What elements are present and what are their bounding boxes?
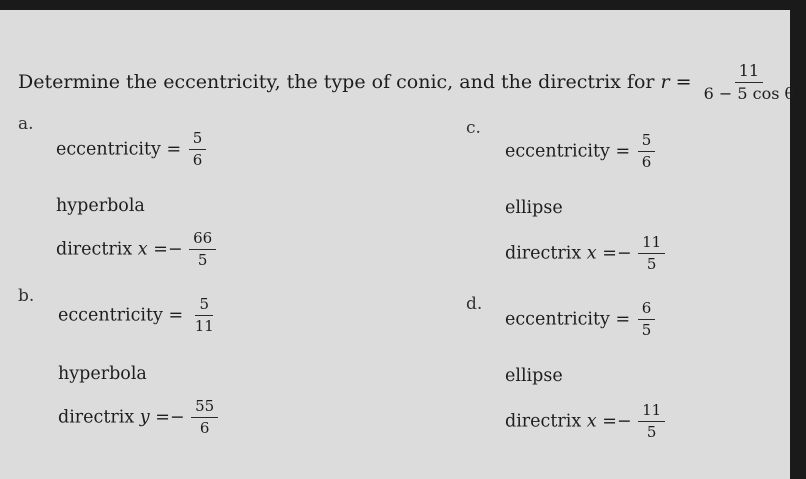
option-c-letter[interactable]: c. (466, 118, 481, 138)
directrix-numerator: 66 (189, 230, 216, 250)
eccentricity-fraction (189, 130, 207, 170)
directrix-label: directrix (58, 407, 135, 428)
option-b-directrix (58, 398, 220, 438)
directrix-denominator: 5 (197, 251, 208, 270)
directrix-denominator: 5 (646, 255, 657, 274)
directrix-fraction (189, 230, 216, 270)
option-d-directrix (505, 402, 667, 442)
eccentricity-label: eccentricity = (56, 139, 182, 160)
directrix-fraction (191, 398, 218, 438)
eccentricity-fraction (638, 132, 656, 172)
option-c-directrix (505, 234, 667, 274)
option-c-eccentricity (505, 132, 657, 172)
question-suffix: . (800, 70, 806, 93)
eccentricity-numerator: 5 (638, 132, 656, 152)
option-a-eccentricity (56, 130, 208, 170)
directrix-denominator: 6 (199, 419, 210, 438)
eccentricity-label: eccentricity = (505, 141, 631, 162)
directrix-sign: − (616, 411, 631, 432)
question-sheet (0, 10, 806, 479)
eccentricity-numerator: 6 (638, 300, 656, 320)
directrix-label: directrix (505, 411, 582, 432)
question-prefix: Determine the eccentricity, the type of conic, and the directrix for (18, 70, 655, 93)
option-b-conic: hyperbola (58, 364, 147, 384)
option-b-eccentricity (58, 296, 220, 336)
question-variable: r = (660, 70, 692, 93)
option-d-conic: ellipse (505, 366, 563, 386)
option-a-conic: hyperbola (56, 196, 145, 216)
directrix-variable: x = (586, 243, 617, 264)
directrix-label: directrix (505, 243, 582, 264)
directrix-numerator: 11 (638, 234, 665, 254)
eccentricity-denominator: 11 (194, 317, 214, 336)
option-d-letter[interactable]: d. (466, 294, 483, 314)
option-a-letter[interactable]: a. (18, 114, 34, 134)
eccentricity-label: eccentricity = (505, 309, 631, 330)
directrix-variable: x = (586, 411, 617, 432)
question-text (18, 62, 806, 104)
directrix-variable: x = (137, 239, 168, 260)
eccentricity-denominator: 5 (641, 321, 652, 340)
eccentricity-fraction (638, 300, 656, 340)
directrix-sign: − (169, 407, 184, 428)
option-d-eccentricity (505, 300, 657, 340)
question-fraction (700, 62, 799, 104)
eccentricity-numerator: 5 (189, 130, 207, 150)
directrix-sign: − (167, 239, 182, 260)
directrix-fraction (638, 234, 665, 274)
question-denominator: 6 − 5 cos θ (703, 84, 795, 104)
eccentricity-denominator: 6 (192, 151, 203, 170)
directrix-numerator: 55 (191, 398, 218, 418)
eccentricity-numerator: 5 (195, 296, 213, 316)
directrix-numerator: 11 (638, 402, 665, 422)
eccentricity-fraction (191, 296, 218, 336)
directrix-label: directrix (56, 239, 133, 260)
eccentricity-denominator: 6 (641, 153, 652, 172)
directrix-sign: − (616, 243, 631, 264)
directrix-fraction (638, 402, 665, 442)
option-b-letter[interactable]: b. (18, 286, 35, 306)
option-a-directrix (56, 230, 218, 270)
directrix-variable: y = (139, 407, 170, 428)
option-c-conic: ellipse (505, 198, 563, 218)
question-numerator: 11 (735, 62, 763, 83)
eccentricity-label: eccentricity = (58, 305, 184, 326)
directrix-denominator: 5 (646, 423, 657, 442)
